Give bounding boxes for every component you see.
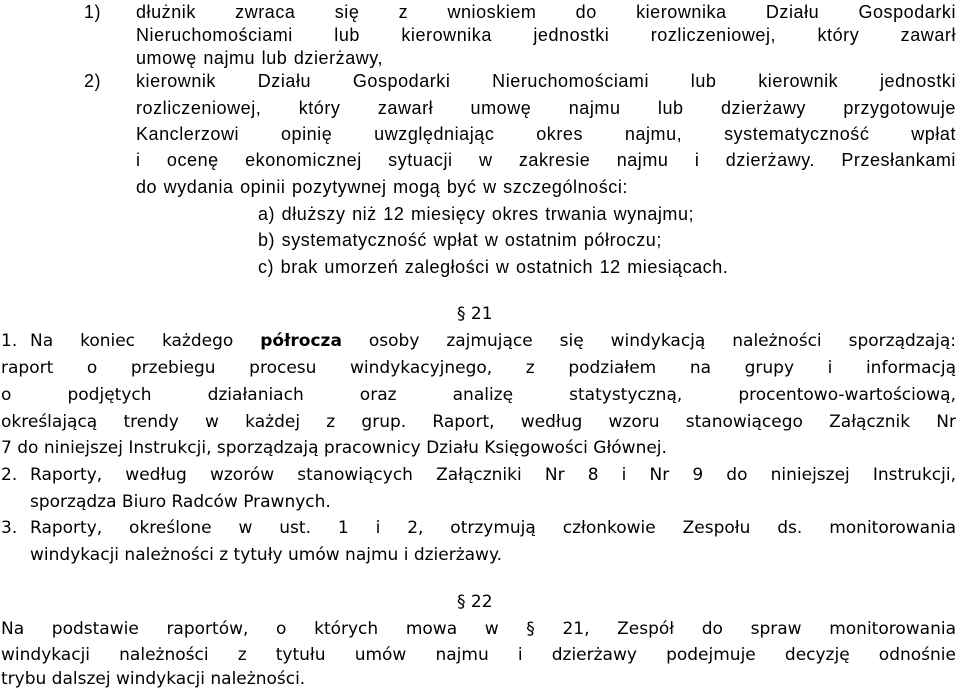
list-number-2: 2) [84, 71, 102, 91]
p1-line-3: o podjętych działaniach oraz analizę statystyczną, procentowo-wartościową, [1, 385, 956, 405]
list-number-1: 1) [84, 2, 102, 22]
p2-line-1: Raporty, według wzorów stanowiących Załączniki Nr 8 i Nr 9 do niniejszej Instrukcji, [30, 465, 956, 485]
paragraph-number-3: 3. [1, 518, 18, 538]
s22-line-1: Na podstawie raportów, o których mowa w § 21, Zespół do spraw monitorowania [1, 619, 956, 639]
section-21-heading: § 21 [457, 304, 493, 324]
p3-line-1: Raporty, określone w ust. 1 i 2, otrzymują członkowie Zespołu ds. monitorowania [30, 518, 956, 538]
subitem-b: b) systematyczność wpłat w ostatnim półroczu; [258, 230, 662, 250]
p3-line-2: windykacji należności z tytuły umów najmu i dzierżawy. [30, 545, 502, 565]
item2-line-1: kierownik Działu Gospodarki Nieruchomościami lub kierownik jednostki [136, 71, 956, 91]
p1-line-5: 7 do niniejszej Instrukcji, sporządzają pracownicy Działu Księgowości Głównej. [1, 438, 667, 458]
subitem-a: a) dłuższy niż 12 miesięcy okres trwania wynajmu; [258, 204, 695, 224]
p1-line-2: raport o przebiegu procesu windykacyjnego, z podziałem na grupy i informacją [1, 358, 956, 378]
p1-line-1-end: osoby zajmujące się windykacją należności sporządzają: [341, 331, 956, 351]
paragraph-number-1: 1. [1, 331, 18, 351]
item1-line-1: dłużnik zwraca się z wnioskiem do kierownika Działu Gospodarki [136, 2, 956, 22]
item2-line-2: rozliczeniowej, który zawarł umowę najmu lub dzierżawy przygotowuje [136, 98, 956, 118]
p2-line-2: sporządza Biuro Radców Prawnych. [30, 492, 331, 512]
p1-line-4: określającą trendy w każdej z grup. Raport, według wzoru stanowiącego Załącznik Nr [1, 412, 956, 432]
item1-line-3: umowę najmu lub dzierżawy, [136, 48, 384, 68]
p1-line-1-start: Na koniec każdego [30, 331, 261, 351]
p1-bold-word: półrocza [260, 331, 342, 351]
subitem-c: c) brak umorzeń zaległości w ostatnich 12 miesiącach. [258, 257, 729, 277]
p1-line-1 [30, 328, 956, 354]
item2-line-4: i ocenę ekonomicznej sytuacji w zakresie najmu i dzierżawy. Przesłankami [136, 150, 956, 170]
item1-line-2: Nieruchomościami lub kierownika jednostki rozliczeniowej, który zawarł [136, 25, 956, 45]
section-22-heading: § 22 [457, 592, 493, 612]
paragraph-number-2: 2. [1, 465, 18, 485]
item2-line-5: do wydania opinii pozytywnej mogą być w szczególności: [136, 177, 628, 197]
s22-line-2: windykacji należności z tytułu umów najmu i dzierżawy podejmuje decyzję odnośnie [1, 645, 956, 665]
item2-line-3: Kanclerzowi opinię uwzględniając okres najmu, systematyczność wpłat [136, 124, 956, 144]
s22-line-3: trybu dalszej windykacji należności. [1, 669, 306, 689]
